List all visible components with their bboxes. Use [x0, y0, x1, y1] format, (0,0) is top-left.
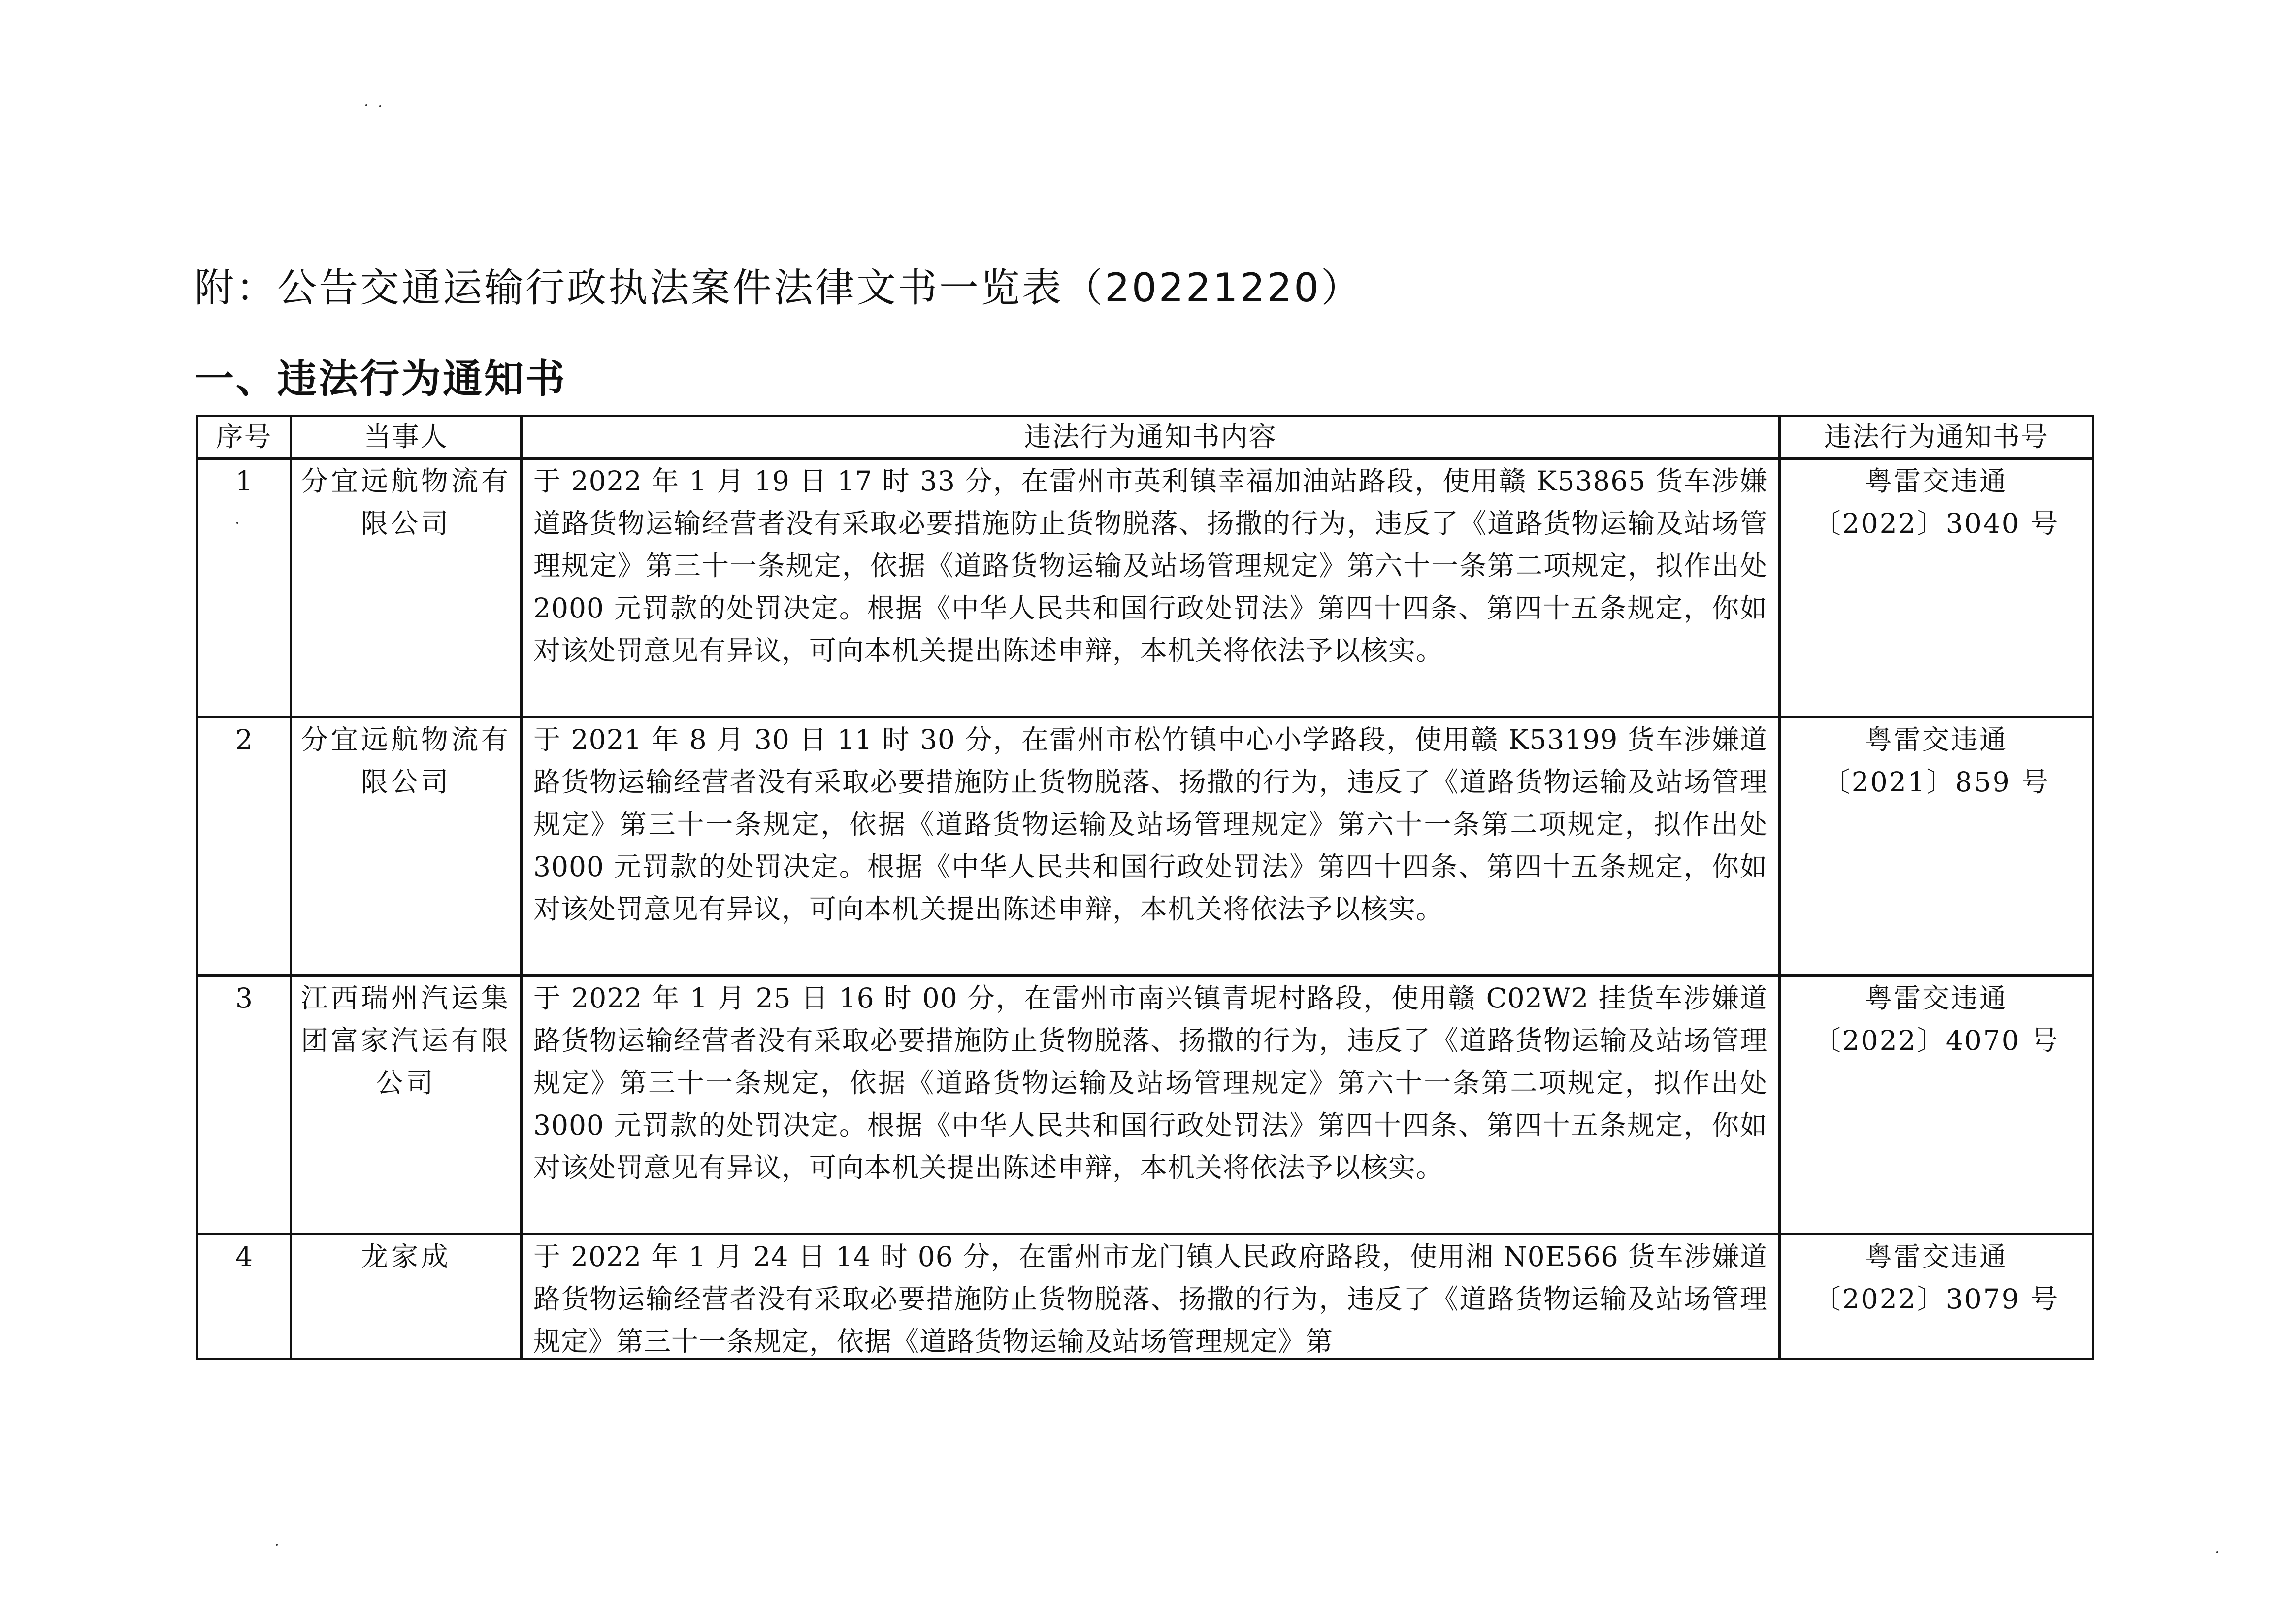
- row-content: 于 2022 年 1 月 25 日 16 时 00 分，在雷州市南兴镇青坭村路段，使用赣 C02W2 挂货车涉嫌道路货物运输经营者没有采取必要措施防止货物脱落、扬撒的行为，违反了《道路货物运输及站场管理规定》第三十一条规定，依据《道路货物运输及站场管理规定》第六十一条第二项规定，拟作出处 3000 元罚款的处罚决定。根据《中华人民共和国行政处罚法》第四十四条、第四十五条规定，你如对该处罚意见有异议，可向本机关提出陈述申辩，本机关将依法予以核实。: [522, 976, 1780, 1234]
- row-content-text: 于 2022 年 1 月 24 日 14 时 06 分，在雷州市龙门镇人民政府路段，使用湘 N0E566 货车涉嫌道路货物运输经营者没有采取必要措施防止货物脱落、扬撒的行为，违反了《道路货物运输及站场管理规定》第三十一条规定，依据《道路货物运输及站场管理规定》第: [533, 1241, 1767, 1357]
- scan-speck: [2216, 1551, 2218, 1553]
- doc-no-prefix: 粤雷交违通: [1865, 982, 2008, 1014]
- table-row: [197, 717, 2094, 976]
- row-doc-no: [1780, 1234, 2094, 1359]
- row-seq: 1: [197, 459, 291, 717]
- scan-speck: [276, 1544, 278, 1546]
- row-seq: 2: [197, 717, 291, 976]
- row-party: 江西瑞州汽运集团富家汽运有限公司: [291, 976, 522, 1234]
- row-doc-no: [1780, 459, 2094, 717]
- doc-no-number: 〔2022〕3079 号: [1813, 1283, 2060, 1315]
- row-party: 龙家成: [291, 1234, 522, 1359]
- section-heading: 一、违法行为通知书: [195, 356, 567, 402]
- row-seq: 4: [197, 1234, 291, 1359]
- scan-speck: [365, 104, 367, 106]
- doc-no-number: 〔2021〕859 号: [1823, 766, 2050, 798]
- header-content: 违法行为通知书内容: [522, 416, 1780, 459]
- table-header-row: [197, 416, 2094, 459]
- header-seq: 序号: [197, 416, 291, 459]
- table-row: [197, 1234, 2094, 1359]
- scan-speck: [236, 522, 238, 524]
- table-row: [197, 976, 2094, 1234]
- scan-speck: [379, 105, 381, 107]
- row-content: 于 2022 年 1 月 19 日 17 时 33 分，在雷州市英利镇幸福加油站路段，使用赣 K53865 货车涉嫌道路货物运输经营者没有采取必要措施防止货物脱落、扬撒的行为，违反了《道路货物运输及站场管理规定》第三十一条规定，依据《道路货物运输及站场管理规定》第六十一条第二项规定，拟作出处 2000 元罚款的处罚决定。根据《中华人民共和国行政处罚法》第四十四条、第四十五条规定，你如对该处罚意见有异议，可向本机关提出陈述申辩，本机关将依法予以核实。: [522, 459, 1780, 717]
- doc-no-prefix: 粤雷交违通: [1865, 465, 2008, 497]
- doc-no-prefix: 粤雷交违通: [1865, 724, 2008, 755]
- document-title: 附：公告交通运输行政执法案件法律文书一览表（20221220）: [195, 265, 1363, 311]
- table-row: [197, 459, 2094, 717]
- row-content: 于 2021 年 8 月 30 日 11 时 30 分，在雷州市松竹镇中心小学路段，使用赣 K53199 货车涉嫌道路货物运输经营者没有采取必要措施防止货物脱落、扬撒的行为，违反了《道路货物运输及站场管理规定》第三十一条规定，依据《道路货物运输及站场管理规定》第六十一条第二项规定，拟作出处 3000 元罚款的处罚决定。根据《中华人民共和国行政处罚法》第四十四条、第四十五条规定，你如对该处罚意见有异议，可向本机关提出陈述申辩，本机关将依法予以核实。: [522, 717, 1780, 976]
- row-party: 分宜远航物流有限公司: [291, 459, 522, 717]
- header-doc-no: 违法行为通知书号: [1780, 416, 2094, 459]
- doc-no-number: 〔2022〕3040 号: [1813, 508, 2060, 539]
- doc-no-number: 〔2022〕4070 号: [1813, 1025, 2060, 1056]
- row-party: 分宜远航物流有限公司: [291, 717, 522, 976]
- row-content: [522, 1234, 1780, 1359]
- header-party: 当事人: [291, 416, 522, 459]
- notice-table: [196, 415, 2094, 1360]
- doc-no-prefix: 粤雷交违通: [1865, 1241, 2008, 1272]
- row-doc-no: [1780, 976, 2094, 1234]
- row-doc-no: [1780, 717, 2094, 976]
- row-seq: 3: [197, 976, 291, 1234]
